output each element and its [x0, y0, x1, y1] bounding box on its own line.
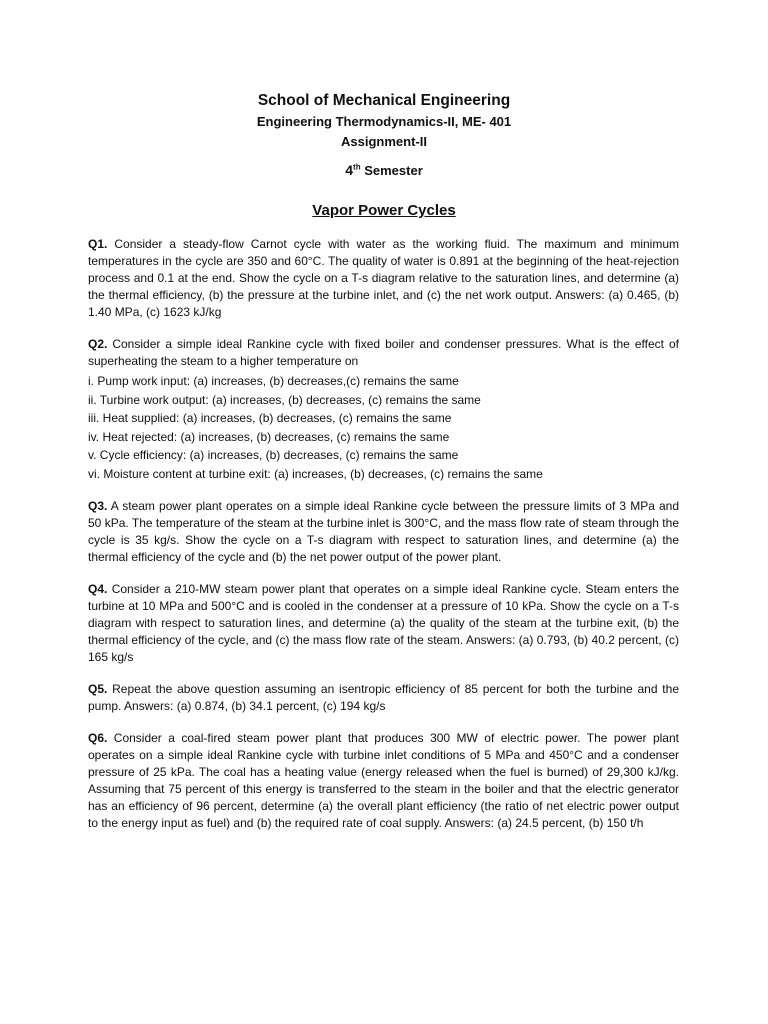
question-text: A steam power plant operates on a simple ideal Rankine cycle between the pressure limits of 3 MPa and 50 kPa. The temperature of the steam at the turbine inlet is 300°C, and the mass flow rate of steam through the cycle is 35 kg/s. Show the cycle on a T-s diagram with respect to saturation lines, and determine (a) the thermal efficiency of the cycle and (b) the net power output of the power plant.: [88, 499, 680, 564]
option-item: iv. Heat rejected: (a) increases, (b) decreases, (c) remains the same: [88, 429, 450, 444]
question-number: Q1.: [88, 237, 108, 251]
assignment-title: Assignment-II: [341, 134, 427, 149]
question-2: [88, 336, 679, 370]
question-text: Consider a 210-MW steam power plant that operates on a simple ideal Rankine cycle. Steam enters the turbine at 10 MPa and 500°C and is cooled in the condenser at a pressure of 10 kPa. Show the cycle on a T-s diagram with respect to saturation lines, and determine (a) the quality of the steam at the turbine exit, (b) the thermal efficiency of the cycle, and (c) the mass flow rate of the steam. Answers: (a) 0.793, (b) 40.2 percent, (c) 165 kg/s: [88, 582, 679, 664]
question-text: Consider a coal-fired steam power plant that produces 300 MW of electric power. The power plant operates on a simple ideal Rankine cycle with turbine inlet conditions of 5 MPa and 450°C and a condenser pressure of 25 kPa. The coal has a heating value (energy released when the fuel is burned) of 29,300 kJ/kg. Assuming that 75 percent of this energy is transferred to the steam in the boiler and that the electric generator has an efficiency of 96 percent, determine (a) the overall plant efficiency (the ratio of net electric power output to the energy input as fuel) and (b) the required rate of coal supply. Answers: (a) 24.5 percent, (b) 150 t/h: [88, 731, 679, 830]
option-item: ii. Turbine work output: (a) increases, (b) decreases, (c) remains the same: [88, 392, 481, 407]
semester-label: Semester: [364, 163, 423, 178]
document-header: [0, 90, 768, 181]
question-1: [88, 236, 679, 321]
section-title: Vapor Power Cycles: [312, 202, 456, 219]
course-title: Engineering Thermodynamics-II, ME- 401: [256, 114, 512, 129]
question-text: Consider a simple ideal Rankine cycle with fixed boiler and condenser pressures. What is the effect of superheating the steam to a higher temperature on: [88, 337, 679, 368]
option-item: i. Pump work input: (a) increases, (b) decreases,(c) remains the same: [88, 374, 459, 388]
semester-number: 4: [345, 162, 354, 178]
questions-list: [88, 236, 679, 847]
question-text: Consider a steady-flow Carnot cycle with water as the working fluid. The maximum and minimum temperatures in the cycle are 350 and 60°C. The quality of water is 0.891 at the beginning of the heat-rejection process and 0.1 at the end. Show the cycle on a T-s diagram relative to the saturation lines, and determine (a) the thermal efficiency, (b) the pressure at the turbine inlet, and (c) the net work output. Answers: (a) 0.465, (b) 1.40 MPa, (c) 1623 kJ/kg: [88, 237, 680, 319]
option-item: vi. Moisture content at turbine exit: (a) increases, (b) decreases, (c) remains the same: [88, 466, 543, 481]
question-number: Q4.: [88, 582, 108, 596]
question-6: [88, 730, 679, 832]
school-name: School of Mechanical Engineering: [257, 92, 511, 109]
question-text: Repeat the above question assuming an isentropic efficiency of 85 percent for both the turbine and the pump. Answers: (a) 0.874, (b) 34.1 percent, (c) 194 kg/s: [88, 682, 679, 713]
question-5: [88, 681, 679, 715]
question-number: Q5.: [88, 682, 108, 696]
question-4: [88, 581, 679, 666]
semester-line: [0, 160, 768, 181]
question-number: Q3.: [88, 499, 108, 513]
option-item: v. Cycle efficiency: (a) increases, (b) decreases, (c) remains the same: [88, 448, 459, 462]
question-3: [88, 498, 679, 566]
question-number: Q6.: [88, 731, 108, 745]
semester-suffix: th: [353, 162, 361, 172]
question-number: Q2.: [88, 337, 108, 351]
question-2-options: [88, 372, 679, 483]
option-item: iii. Heat supplied: (a) increases, (b) decreases, (c) remains the same: [88, 411, 452, 425]
